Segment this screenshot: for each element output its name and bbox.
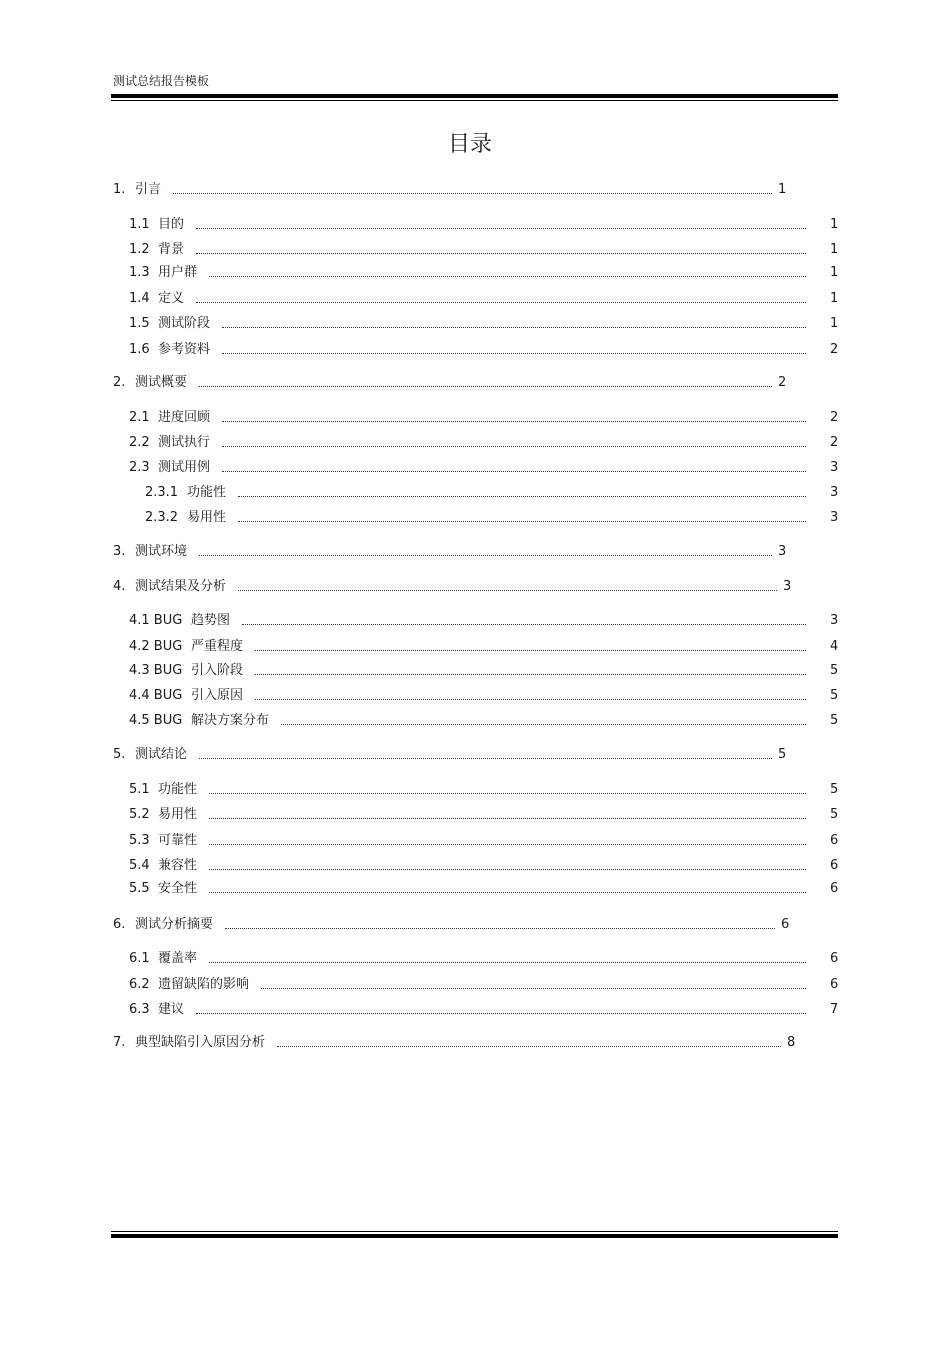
toc-entry-leader: [209, 818, 806, 819]
toc-entry[interactable]: [129, 805, 840, 825]
toc-entry-number: 4.3 BUG: [129, 663, 183, 678]
toc-entry[interactable]: [129, 611, 840, 631]
toc-entry-number: 1.4: [129, 291, 150, 306]
toc-entry-label: 严重程度: [191, 639, 244, 654]
toc-entry-label: 兼容性: [158, 858, 198, 873]
toc-entry-number: 6.1: [129, 951, 150, 966]
toc-entry-label: 测试结论: [135, 747, 188, 762]
toc-entry-label: 参考资料: [158, 342, 211, 357]
toc-entry-number: 3.: [113, 544, 126, 559]
toc-entry-number: 4.2 BUG: [129, 639, 183, 654]
toc-entry-label: 建议: [158, 1002, 185, 1017]
toc-entry-leader: [222, 446, 806, 447]
toc-entry-number: 5.4: [129, 858, 150, 873]
toc-entry-number: 6.2: [129, 977, 150, 992]
toc-entry-page: 1: [830, 217, 839, 232]
toc-entry-label: 引入阶段: [191, 663, 244, 678]
toc-entry-leader: [209, 962, 806, 963]
toc-entry-number: 5.1: [129, 782, 150, 797]
toc-entry-page: 3: [830, 485, 839, 500]
toc-entry-number: 2.3.1: [145, 485, 179, 500]
toc-entry-number: 4.1 BUG: [129, 613, 183, 628]
toc-title: 目录: [447, 132, 492, 157]
toc-entry-leader: [196, 1013, 806, 1014]
toc-entry-number: 1.1: [129, 217, 150, 232]
header-rule-thick: [111, 94, 838, 98]
toc-entry[interactable]: [129, 856, 840, 876]
toc-entry[interactable]: [129, 661, 840, 681]
toc-entry[interactable]: [129, 831, 840, 851]
toc-entry-label: 测试环境: [135, 544, 188, 559]
toc-entry-leader: [196, 253, 806, 254]
toc-entry[interactable]: [113, 542, 840, 562]
toc-entry[interactable]: [129, 458, 840, 478]
toc-entry-page: 5: [778, 747, 787, 762]
toc-entry[interactable]: [129, 340, 840, 360]
toc-entry-label: 解决方案分布: [191, 713, 270, 728]
toc-entry-leader: [238, 521, 806, 522]
toc-entry-number: 2.3.2: [145, 510, 179, 525]
toc-entry[interactable]: [129, 289, 840, 309]
toc-entry-page: 7: [830, 1002, 839, 1017]
toc-entry-number: 1.3: [129, 265, 150, 280]
toc-entry[interactable]: [129, 263, 840, 283]
toc-entry-label: 测试阶段: [158, 316, 211, 331]
toc-entry[interactable]: [129, 711, 840, 731]
toc-entry-number: 1.2: [129, 242, 150, 257]
toc-entry-page: 2: [830, 342, 839, 357]
toc-entry-leader: [238, 496, 806, 497]
toc-entry-page: 1: [830, 291, 839, 306]
toc-entry-leader: [255, 674, 806, 675]
toc-entry[interactable]: [145, 508, 840, 528]
toc-entry-number: 2.2: [129, 435, 150, 450]
toc-entry-label: 定义: [158, 291, 185, 306]
toc-entry-page: 3: [778, 544, 787, 559]
toc-entry[interactable]: [129, 1000, 840, 1020]
toc-entry-number: 4.: [113, 579, 126, 594]
toc-entry-number: 6.: [113, 917, 126, 932]
toc-entry-page: 5: [830, 663, 839, 678]
toc-entry-leader: [199, 555, 772, 556]
toc-entry-label: 安全性: [158, 881, 198, 896]
toc-entry-label: 易用性: [158, 807, 198, 822]
toc-entry-page: 6: [830, 858, 839, 873]
toc-entry[interactable]: [129, 433, 840, 453]
toc-entry-leader: [209, 276, 806, 277]
footer-rule-thin: [111, 1231, 838, 1232]
toc-entry-number: 1.5: [129, 316, 150, 331]
toc-entry-label: 测试用例: [158, 460, 211, 475]
toc-entry-page: 6: [830, 833, 839, 848]
toc-entry-number: 1.6: [129, 342, 150, 357]
toc-entry-label: 测试执行: [158, 435, 211, 450]
toc-entry[interactable]: [129, 408, 840, 428]
toc-entry-leader: [225, 928, 775, 929]
toc-entry-label: 测试概要: [135, 375, 188, 390]
footer-rule-thick: [111, 1234, 838, 1238]
toc-entry-leader: [222, 421, 806, 422]
toc-entry-page: 6: [830, 881, 839, 896]
toc-entry-leader: [238, 590, 777, 591]
toc-entry[interactable]: [129, 879, 840, 899]
toc-entry-page: 1: [830, 265, 839, 280]
toc-entry-number: 2.1: [129, 410, 150, 425]
toc-entry[interactable]: [129, 975, 840, 995]
toc-entry-leader: [261, 988, 806, 989]
toc-entry-leader: [277, 1046, 781, 1047]
toc-entry-page: 5: [830, 688, 839, 703]
toc-entry-number: 7.: [113, 1035, 126, 1050]
toc-entry-label: 引言: [135, 182, 162, 197]
toc-entry-number: 2.: [113, 375, 126, 390]
toc-entry-number: 6.3: [129, 1002, 150, 1017]
toc-entry-page: 5: [830, 782, 839, 797]
toc-entry-page: 2: [778, 375, 787, 390]
toc-entry-page: 3: [830, 510, 839, 525]
toc-entry-page: 1: [830, 316, 839, 331]
toc-entry-number: 5.: [113, 747, 126, 762]
toc-entry-label: 背景: [158, 242, 185, 257]
toc-entry-leader: [196, 302, 806, 303]
toc-entry-page: 2: [830, 435, 839, 450]
toc-entry-leader: [209, 793, 806, 794]
toc-entry-label: 典型缺陷引入原因分析: [135, 1035, 266, 1050]
toc-entry-leader: [222, 353, 806, 354]
toc-entry-number: 5.5: [129, 881, 150, 896]
toc-entry[interactable]: [113, 1033, 840, 1053]
toc-entry[interactable]: [113, 915, 840, 935]
toc-entry-leader: [281, 724, 806, 725]
toc-entry-label: 功能性: [187, 485, 227, 500]
toc-entry-leader: [199, 386, 772, 387]
toc-entry-label: 进度回顾: [158, 410, 211, 425]
toc-entry-leader: [255, 650, 806, 651]
toc-entry-label: 用户群: [158, 265, 198, 280]
toc-entry-label: 覆盖率: [158, 951, 198, 966]
toc-entry-leader: [222, 327, 806, 328]
toc-entry-page: 3: [783, 579, 792, 594]
toc-entry-page: 1: [778, 182, 787, 197]
toc-entry-leader: [196, 228, 806, 229]
toc-entry-number: 1.: [113, 182, 126, 197]
toc-entry-label: 易用性: [187, 510, 227, 525]
toc-entry-page: 6: [781, 917, 790, 932]
toc-entry-number: 5.3: [129, 833, 150, 848]
toc-entry[interactable]: [145, 483, 840, 503]
toc-entry[interactable]: [129, 686, 840, 706]
toc-entry-number: 5.2: [129, 807, 150, 822]
toc-entry[interactable]: [129, 637, 840, 657]
toc-entry-page: 4: [830, 639, 839, 654]
toc-entry[interactable]: [113, 180, 840, 200]
toc-entry-label: 目的: [158, 217, 185, 232]
toc-entry[interactable]: [129, 949, 840, 969]
toc-entry-label: 测试结果及分析: [135, 579, 227, 594]
toc-entry-leader: [242, 624, 806, 625]
toc-entry[interactable]: [129, 240, 840, 260]
header-title: 测试总结报告模板: [113, 74, 210, 88]
toc-entry[interactable]: [113, 745, 840, 765]
toc-entry-number: 4.5 BUG: [129, 713, 183, 728]
toc-entry-page: 6: [830, 951, 839, 966]
toc-entry-number: 2.3: [129, 460, 150, 475]
toc-entry[interactable]: [113, 373, 840, 393]
toc-entry-page: 6: [830, 977, 839, 992]
toc-entry[interactable]: [129, 314, 840, 334]
toc-entry-leader: [199, 758, 772, 759]
toc-entry-leader: [255, 699, 806, 700]
toc-entry-page: 5: [830, 713, 839, 728]
toc-entry-label: 测试分析摘要: [135, 917, 214, 932]
toc-entry[interactable]: [129, 215, 840, 235]
toc-entry-page: 1: [830, 242, 839, 257]
toc-entry-page: 3: [830, 460, 839, 475]
toc-entry-leader: [222, 471, 806, 472]
toc-entry[interactable]: [129, 780, 840, 800]
toc-entry-page: 8: [787, 1035, 796, 1050]
toc-entry-page: 2: [830, 410, 839, 425]
toc-entry[interactable]: [113, 577, 840, 597]
toc-entry-label: 功能性: [158, 782, 198, 797]
toc-entry-leader: [173, 193, 772, 194]
toc-entry-leader: [209, 869, 806, 870]
toc-entry-page: 3: [830, 613, 839, 628]
header-rule-thin: [111, 100, 838, 101]
toc-entry-page: 5: [830, 807, 839, 822]
toc-entry-label: 可靠性: [158, 833, 198, 848]
toc-entry-leader: [209, 892, 806, 893]
toc-entry-label: 趋势图: [191, 613, 231, 628]
toc-entry-leader: [209, 844, 806, 845]
toc-entry-number: 4.4 BUG: [129, 688, 183, 703]
toc-entry-label: 引入原因: [191, 688, 244, 703]
toc-entry-label: 遗留缺陷的影响: [158, 977, 250, 992]
